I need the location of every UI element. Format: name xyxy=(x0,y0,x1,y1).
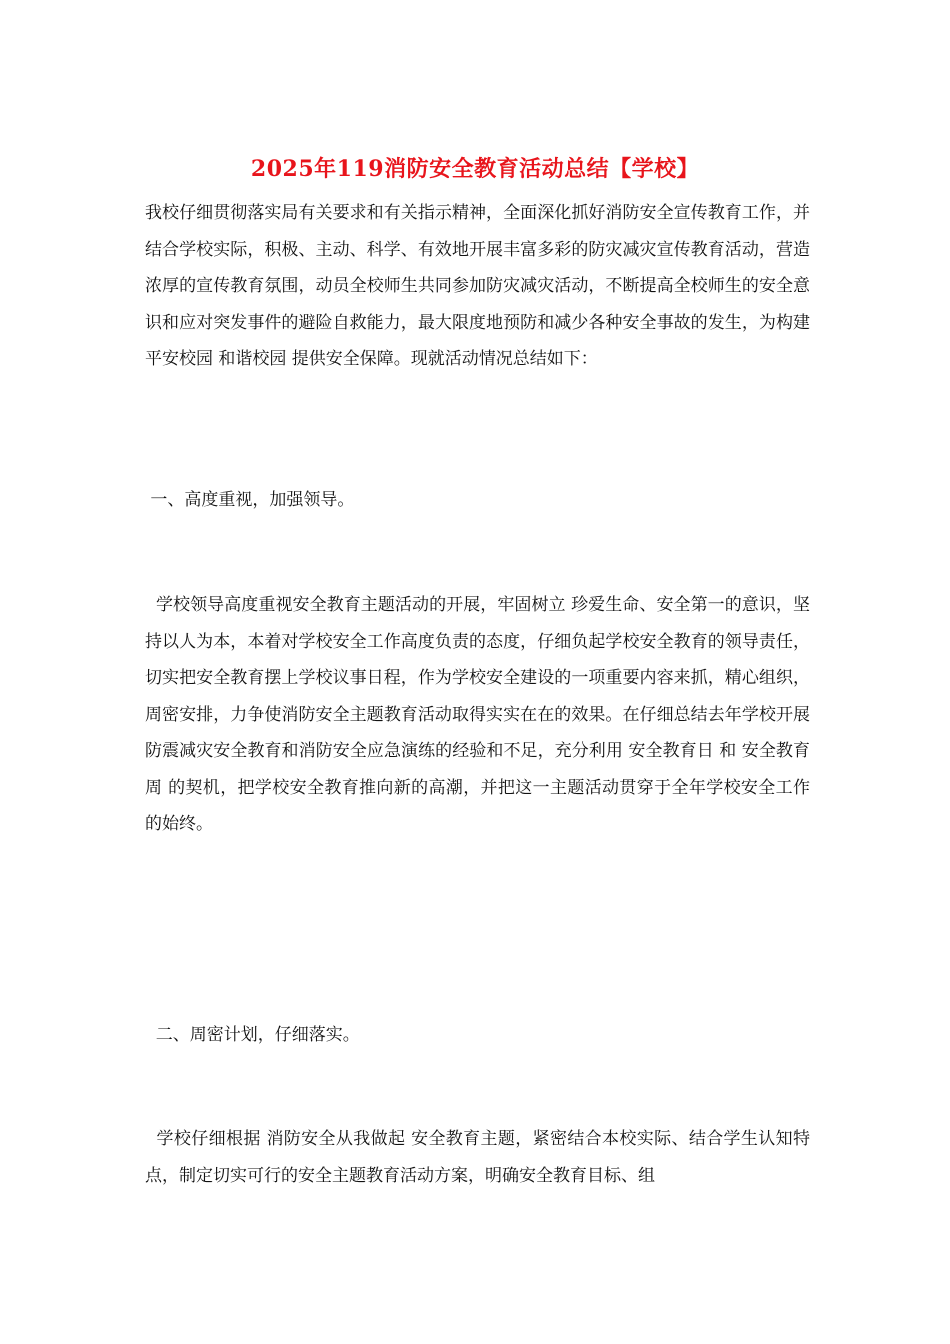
intro-paragraph: 我校仔细贯彻落实局有关要求和有关指示精神，全面深化抓好消防安全宣传教育工作，并结合学校实际，积极、主动、科学、有效地开展丰富多彩的防灾减灾宣传教育活动，营造浓厚的宣传教育氛围，动员全校师生共同参加防灾减灾活动，不断提高全校师生的安全意识和应对突发事件的避险自救能力，最大限度地预防和减少各种安全事故的发生，为构建 平安校园 和谐校园 提供安全保障。现就活动情况总结如下： xyxy=(145,203,810,369)
section-1-heading: 一、高度重视，加强领导。 xyxy=(145,490,355,510)
section-2-heading: 二、周密计划，仔细落实。 xyxy=(145,1025,360,1045)
document-title: 2025年119消防安全教育活动总结【学校】 xyxy=(250,156,700,182)
section-2-body: 学校仔细根据 消防安全从我做起 安全教育主题，紧密结合本校实际、结合学生认知特点，制定切实可行的安全主题教育活动方案，明确安全教育目标、组 xyxy=(145,1129,810,1186)
section-1-body: 学校领导高度重视安全教育主题活动的开展，牢固树立 珍爱生命、安全第一的意识，坚持以人为本，本着对学校安全工作高度负责的态度，仔细负起学校安全教育的领导责任，切实把安全教育摆上学校议事日程，作为学校安全建设的一项重要内容来抓，精心组织，周密安排，力争使消防安全主题教育活动取得实实在在的效果。在仔细总结去年学校开展防震减灾安全教育和消防安全应急演练的经验和不足，充分利用 安全教育日 和 安全教育周 的契机，把学校安全教育推向新的高潮，并把这一主题活动贯穿于全年学校安全工作的始终。 xyxy=(145,595,810,834)
